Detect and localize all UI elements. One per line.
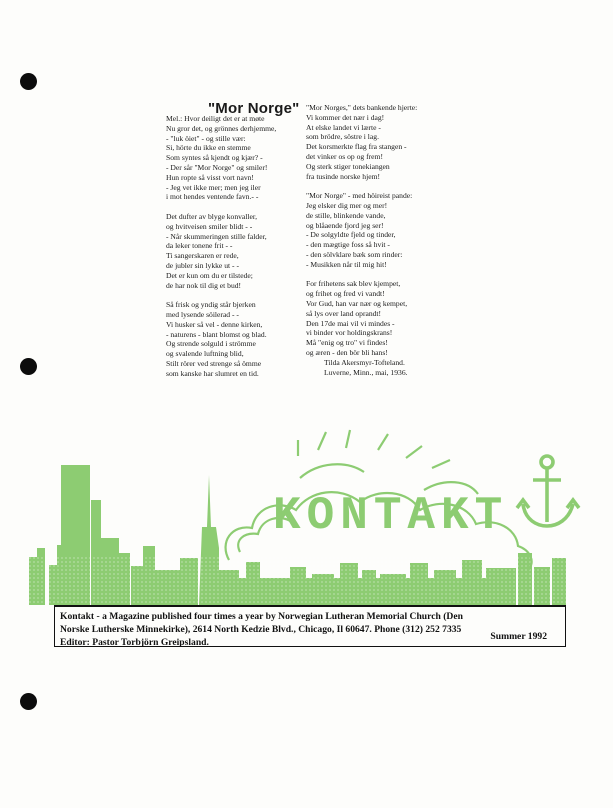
poem-line: - Jeg vet ikke mer; men jeg iler xyxy=(166,182,261,192)
poem-line: det vinker os op og frem! xyxy=(306,151,383,161)
poem-line: Mel.: Hvor deiligt det er at møte xyxy=(166,114,265,123)
poem-title: "Mor Norge" xyxy=(208,100,300,117)
poem-line: Den 17de mai vil vi mindes - xyxy=(306,318,395,328)
poem-line: Vi kommer det nær i dag! xyxy=(306,112,385,122)
poem-line: med lysende söilerad - - xyxy=(166,309,239,319)
poem-line: - Der sår "Mor Norge" og smiler! xyxy=(166,162,268,172)
punch-hole xyxy=(20,73,37,90)
stanza-gap xyxy=(166,290,276,300)
punch-hole xyxy=(20,693,37,710)
poem-signature: Tilda Akersmyr-Tofteland. xyxy=(324,357,405,367)
poem-line: - Musikken når til mig hit! xyxy=(306,259,387,269)
kontakt-banner xyxy=(0,420,613,610)
poem-line: fra tusinde norske hjem! xyxy=(306,171,381,181)
issue-season: Summer 1992 xyxy=(490,631,547,642)
poem-line: Ti sangerskaren er rede, xyxy=(166,251,239,261)
poem-line: - De solgyldte fjeld og tinder, xyxy=(306,230,396,240)
poem-line: - den mægtige foss så hvit - xyxy=(306,240,390,250)
poem-line: "Mor Norges," dets bankende hjerte: xyxy=(306,103,418,112)
poem-line: så lys over land oprandt! xyxy=(306,308,382,318)
poem-line: i mot hendes ventende favn.- - xyxy=(166,192,259,202)
poem-line: og svalende luftning blid, xyxy=(166,349,244,359)
poem-left-column xyxy=(166,114,276,379)
stanza-gap xyxy=(306,181,417,191)
poem-line: Må "enig og tro" vi findes! xyxy=(306,338,388,348)
stanza-gap xyxy=(306,270,417,280)
poem-line: Det er kun om du er tilstede; xyxy=(166,270,253,280)
poem-line: Og strende solguld i strömme xyxy=(166,339,256,349)
poem-line: Vi husker så vel - denne kirken, xyxy=(166,319,263,329)
banner-art xyxy=(0,420,613,610)
poem-line: Vor Gud, han var nær og kempet, xyxy=(306,298,408,308)
poem-line: vi binder vor holdingskrans! xyxy=(306,328,393,338)
poem-line: "Mor Norge" - med höireist pande: xyxy=(306,191,413,201)
poem-line: Stilt rörer ved strenge så ömme xyxy=(166,358,262,368)
poem-line: - Når skummeringen stille falder, xyxy=(166,231,267,241)
poem-line: At elske landet vi lærte - xyxy=(306,122,381,132)
poem-line: de jubler sin lykke ut - - xyxy=(166,260,239,270)
poem-line: som kanske har slumret en tid. xyxy=(166,368,259,378)
poem-line: Jeg elsker dig mer og mer! xyxy=(306,200,388,210)
poem-line: da leker tonene frit - - xyxy=(166,241,233,251)
poem-line: de stille, blinkende vande, xyxy=(306,210,386,220)
poem-line: Som syntes så kjendt og kjær? - xyxy=(166,153,263,163)
poem-line: de har nok til dig et bud! xyxy=(166,280,242,290)
poem-line: Si, hörte du ikke en stemme xyxy=(166,143,251,153)
anchor-icon xyxy=(517,456,579,526)
poem-line: Så frisk og yndig står bjerken xyxy=(166,300,256,310)
editor-line: Editor: Pastor Torbjörn Greipsland. xyxy=(60,637,209,648)
kontakt-logo: KONTAKT xyxy=(273,490,509,542)
poem-line: Nu gror det, og grönnes derhjemme, xyxy=(166,123,277,133)
poem-line: Det dufter av blyge konvaller, xyxy=(166,211,257,221)
masthead-box xyxy=(54,605,566,647)
poem-line: - "luk öiet" - og stille vær: xyxy=(166,133,246,143)
poem-line: - naturens - blant blomst og blad. xyxy=(166,329,267,339)
stanza-gap xyxy=(166,202,276,212)
poem-line: Hun ropte så visst vort navn! xyxy=(166,172,254,182)
poem-line: og æren - den bör bli hans! xyxy=(306,347,388,357)
poem-right-column xyxy=(306,103,417,377)
poem-line: - den sölvklare bæk som rinder: xyxy=(306,249,403,259)
poem-line: og hvitveisen smiler blidt - - xyxy=(166,221,253,231)
poem xyxy=(0,100,613,400)
poem-line: Det korsmerkte flag fra stangen - xyxy=(306,142,407,152)
poem-line: og frihet og fred vi vandt! xyxy=(306,289,385,299)
poem-line: Og sterk stiger tonekiangen xyxy=(306,161,390,171)
poem-place-date: Luverne, Minn., mai, 1936. xyxy=(324,367,408,377)
poem-line: og blåaende fjord jeg ser! xyxy=(306,220,384,230)
masthead-line-1: Kontakt - a Magazine published four times a year by Norwegian Lutheran Memorial Church (Den xyxy=(60,611,463,622)
poem-line: For frihetens sak blev kjempet, xyxy=(306,279,401,289)
masthead-line-2: Norske Lutherske Minnekirke), 2614 North Kedzie Blvd., Chicago, Il 60647. Phone (312) 252 7335 xyxy=(60,624,462,635)
poem-line: som brödre, söstre i lag. xyxy=(306,132,379,142)
